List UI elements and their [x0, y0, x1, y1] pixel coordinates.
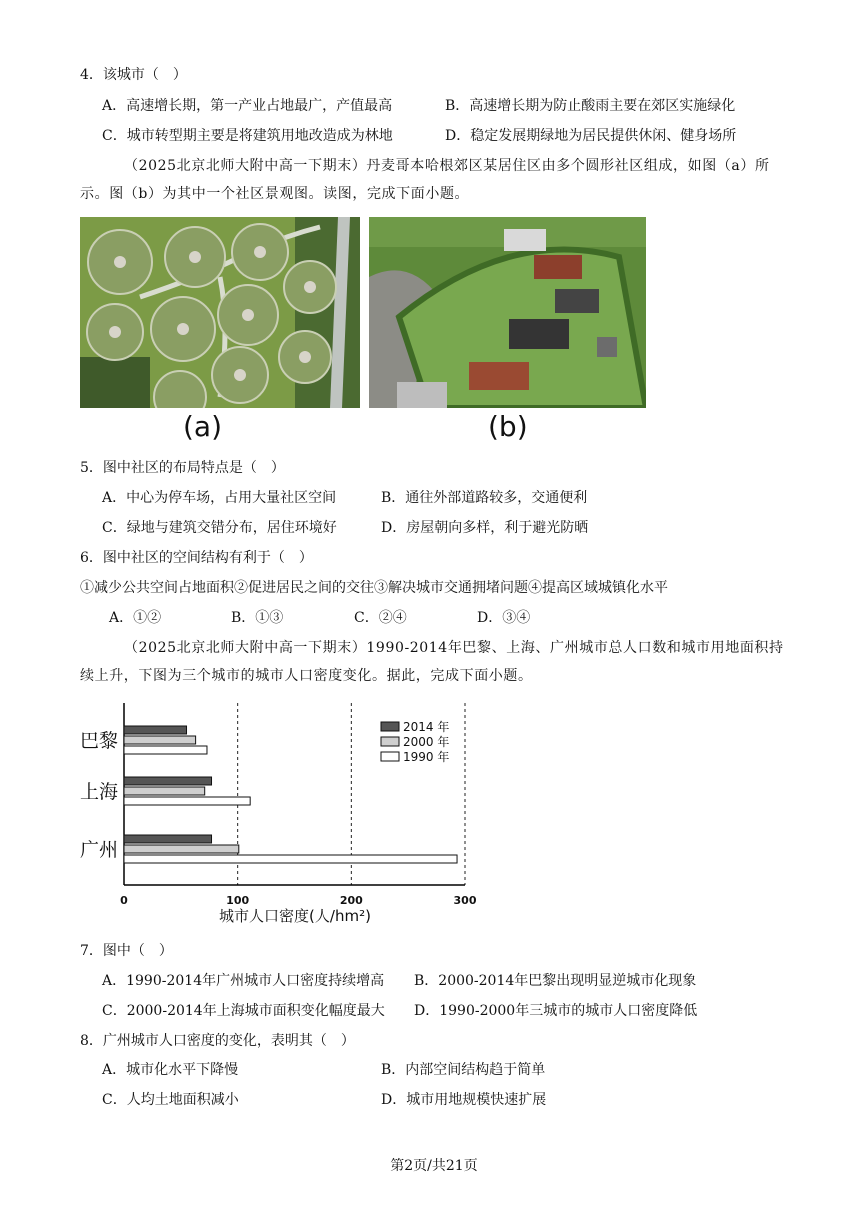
intro-paragraph-1: （2025北京北师大附中高一下期末）丹麦哥本哈根郊区某居住区由多个圆形社区组成，如图（a）所示。图（b）为其中一个社区景观图。读图，完成下面小题。 [80, 158, 770, 202]
x-tick-100: 100 [226, 894, 250, 907]
legend-swatch-1990 年 [381, 752, 399, 761]
bar-上海-1990 年 [124, 797, 250, 805]
x-tick-0: 0 [120, 894, 128, 907]
category-label-上海: 上海 [80, 781, 119, 803]
q7-option-b: B．2000-2014年巴黎出现明显逆城市化现象 [414, 973, 697, 989]
figure-a-label: (a) [183, 410, 223, 443]
x-tick-200: 200 [339, 894, 363, 907]
figure-a-illustration [80, 217, 360, 408]
bar-广州-1990 年 [124, 855, 457, 863]
q6-option-b: B．①③ [231, 610, 284, 626]
legend-label-1990 年: 1990 年 [403, 750, 450, 764]
category-label-巴黎: 巴黎 [80, 730, 119, 752]
bar-广州-2014 年 [124, 835, 212, 843]
q7-option-d: D．1990-2000年三城市的城市人口密度降低 [414, 1003, 698, 1019]
q6-stem: 6．图中社区的空间结构有利于（ ） [80, 550, 313, 566]
figure-b-label: (b) [488, 410, 528, 443]
q4-option-c: C．城市转型期主要是将建筑用地改造成为林地 [102, 128, 393, 144]
bar-广州-2000 年 [124, 845, 239, 853]
bar-上海-2000 年 [124, 787, 205, 795]
bar-巴黎-2014 年 [124, 726, 187, 734]
q8-option-a: A．城市化水平下降慢 [102, 1062, 239, 1078]
legend-swatch-2014 年 [381, 722, 399, 731]
x-tick-labels [120, 894, 477, 907]
figure-b-illustration [369, 217, 646, 408]
legend-label-2000 年: 2000 年 [403, 735, 450, 749]
q4-option-d: D．稳定发展期绿地为居民提供休闲、健身场所 [445, 128, 737, 144]
figure-b-landscape-photo [369, 217, 646, 408]
q4-option-b: B．高速增长期为防止酸雨主要在郊区实施绿化 [445, 98, 736, 114]
category-label-广州: 广州 [80, 839, 119, 861]
q6-items: ①减少公共空间占地面积②促进居民之间的交往③解决城市交通拥堵问题④提高区域城镇化水平 [80, 580, 668, 596]
q6-option-d: D．③④ [477, 610, 531, 626]
q8-option-d: D．城市用地规模快速扩展 [381, 1092, 547, 1108]
chart-legend [381, 719, 449, 764]
q4-stem: 4．该城市（ ） [80, 67, 187, 83]
legend-label-2014 年: 2014 年 [403, 720, 450, 734]
bar-上海-2014 年 [124, 777, 212, 785]
page-footer: 第2页/共21页 [390, 1158, 478, 1174]
q5-option-c: C．绿地与建筑交错分布，居住环境好 [102, 520, 337, 536]
legend-swatch-2000 年 [381, 737, 399, 746]
intro-paragraph-2: （2025北京北师大附中高一下期末）1990-2014年巴黎、上海、广州城市总人口数和城市用地面积持续上升，下图为三个城市的城市人口密度变化。据此，完成下面小题。 [80, 640, 784, 684]
q8-option-b: B．内部空间结构趋于简单 [381, 1062, 546, 1078]
q5-stem: 5．图中社区的布局特点是（ ） [80, 460, 285, 476]
q7-stem: 7．图中（ ） [80, 943, 173, 959]
x-tick-300: 300 [453, 894, 477, 907]
q8-stem: 8．广州城市人口密度的变化，表明其（ ） [80, 1033, 355, 1049]
category-labels [80, 730, 118, 861]
q4-option-a: A．高速增长期，第一产业占地最广，产值最高 [102, 98, 393, 114]
bar-巴黎-1990 年 [124, 746, 207, 754]
q5-option-d: D．房屋朝向多样，利于避光防晒 [381, 520, 589, 536]
x-axis-label: 城市人口密度(人/hm²) [219, 907, 371, 925]
q7-option-c: C．2000-2014年上海城市面积变化幅度最大 [102, 1003, 385, 1019]
q8-option-c: C．人均土地面积减小 [102, 1092, 239, 1108]
population-density-chart [70, 695, 490, 930]
q6-option-c: C．②④ [354, 610, 407, 626]
q6-option-a: A．①② [109, 610, 162, 626]
q5-option-a: A．中心为停车场，占用大量社区空间 [102, 490, 337, 506]
q7-option-a: A．1990-2014年广州城市人口密度持续增高 [102, 973, 385, 989]
bar-巴黎-2000 年 [124, 736, 196, 744]
figure-a-aerial-photo [80, 217, 360, 408]
q5-option-b: B．通往外部道路较多，交通便利 [381, 490, 588, 506]
